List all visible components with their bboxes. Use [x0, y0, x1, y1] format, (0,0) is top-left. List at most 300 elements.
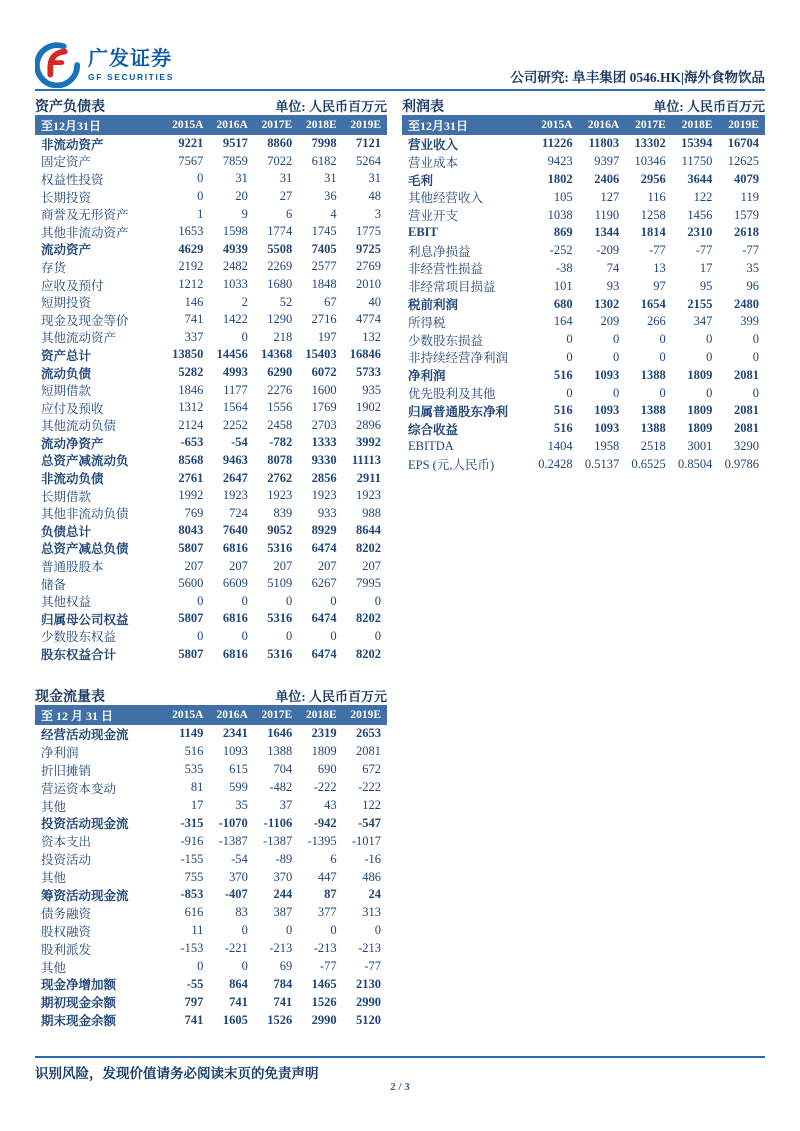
table-title: 资产负债表 [35, 100, 105, 115]
row-label: 净利润 [408, 369, 446, 384]
table-body [35, 725, 387, 1029]
cell-value: 7567 [178, 153, 204, 168]
date-label: 至 12 月 31 日 [41, 708, 114, 723]
cell-value: 1923 [311, 488, 337, 503]
cell-value: 2856 [311, 470, 337, 485]
cell-value: 244 [273, 887, 293, 902]
cell-value: 1774 [267, 224, 293, 239]
row-label: 其他经营收入 [408, 191, 484, 206]
table-row [35, 743, 387, 761]
cell-value: -54 [231, 851, 248, 866]
cell-value: 704 [273, 762, 293, 777]
cell-value: 8568 [178, 452, 204, 467]
cell-value: 370 [229, 869, 248, 884]
cell-value: -155 [180, 851, 204, 866]
cell-value: 7640 [222, 523, 248, 538]
table-row [35, 469, 387, 487]
year-column-header: 2016A [216, 119, 248, 131]
cell-value: 690 [317, 762, 337, 777]
row-label: 现金净增加额 [41, 978, 117, 993]
cell-value: 36 [324, 189, 337, 204]
cell-value: 1556 [267, 400, 293, 415]
cell-value: 5316 [267, 646, 293, 661]
cell-value: 5600 [178, 576, 204, 591]
cell-value: 2269 [267, 259, 293, 274]
cell-value: 1809 [687, 367, 713, 382]
cell-value: 266 [647, 314, 666, 329]
cell-value: 8202 [356, 540, 382, 555]
table-header-row [35, 705, 387, 725]
cell-value: 0 [241, 923, 248, 938]
table-row [402, 295, 765, 313]
row-label: 应收及预付 [41, 278, 104, 293]
cell-value: 769 [184, 505, 204, 520]
table-row [35, 993, 387, 1011]
row-label: 营业成本 [408, 155, 459, 170]
cell-value: 2124 [178, 417, 204, 432]
cell-value: 1388 [640, 421, 666, 436]
cell-value: 31 [279, 171, 293, 186]
table-header-row [402, 115, 765, 135]
cell-value: -1106 [263, 815, 293, 830]
row-label: 其他 [41, 871, 67, 886]
cell-value: 1745 [311, 224, 337, 239]
cell-value: 5109 [267, 576, 293, 591]
cell-value: -213 [269, 941, 293, 956]
cell-value: 5807 [178, 646, 204, 661]
cell-value: 755 [184, 869, 204, 884]
table-row [402, 224, 765, 242]
cell-value: 2716 [311, 312, 337, 327]
cell-value: 2276 [267, 382, 293, 397]
cell-value: 6609 [222, 576, 248, 591]
row-label: 权益性投资 [41, 172, 104, 187]
cell-value: 9052 [267, 523, 293, 538]
row-label: 利息净损益 [408, 244, 471, 259]
cell-value: 1212 [178, 277, 204, 292]
cell-value: 1653 [178, 224, 204, 239]
cell-value: 1149 [179, 726, 204, 741]
cell-value: 9725 [356, 241, 382, 256]
row-label: 储备 [41, 577, 67, 592]
row-label: 股利派发 [41, 942, 92, 957]
table-row [35, 575, 387, 593]
cell-value: 74 [606, 260, 620, 275]
cell-value: 0 [241, 628, 248, 643]
cell-value: -942 [313, 815, 337, 830]
cell-value: 6474 [311, 611, 337, 626]
cell-value: 11803 [588, 136, 620, 151]
cell-value: 0.2428 [538, 456, 573, 471]
cell-value: 2130 [356, 976, 382, 991]
cell-value: 119 [740, 189, 759, 204]
cell-value: -213 [313, 941, 337, 956]
table-title: 利润表 [402, 100, 444, 115]
cell-value: 2647 [222, 470, 248, 485]
cell-value: 0.9786 [724, 456, 759, 471]
table-row [35, 417, 387, 435]
row-label: 长期借款 [41, 489, 92, 504]
row-label: 其他流动资产 [41, 331, 117, 346]
cell-value: -407 [224, 887, 248, 902]
row-label: 少数股东损益 [408, 333, 484, 348]
cell-value: 0 [659, 332, 666, 347]
row-label: 其他非流动负债 [41, 507, 129, 522]
cell-value: 0 [197, 593, 204, 608]
cell-value: 1422 [222, 312, 248, 327]
cell-value: 1093 [594, 367, 620, 382]
cell-value: 0 [285, 593, 293, 608]
cell-value: 370 [273, 869, 293, 884]
cell-value: 5733 [356, 365, 382, 380]
table-row [35, 922, 387, 940]
table-row [35, 557, 387, 575]
cell-value: 1814 [640, 225, 666, 240]
cell-value: 337 [184, 329, 204, 344]
row-label: 短期投资 [41, 296, 92, 311]
cell-value: 9397 [594, 154, 620, 169]
cell-value: 4939 [222, 241, 248, 256]
cell-value: 0 [566, 332, 573, 347]
row-label: 营业开支 [408, 209, 459, 224]
cell-value: 11750 [681, 154, 713, 169]
cell-value: 3992 [356, 435, 382, 450]
year-column-header: 2017E [261, 709, 293, 721]
row-label: 债务融资 [41, 906, 92, 921]
cell-value: 105 [553, 189, 573, 204]
cell-value: -55 [186, 976, 204, 991]
cell-value: 0 [706, 385, 713, 400]
row-label: 负债总计 [41, 524, 92, 539]
table-row [35, 522, 387, 540]
cell-value: 0.6525 [631, 456, 666, 471]
cell-value: 7998 [311, 136, 337, 151]
cell-value: 680 [553, 296, 573, 311]
cell-value: 2081 [733, 403, 759, 418]
row-label: 投资活动现金流 [41, 817, 129, 832]
cell-value: 1598 [222, 224, 248, 239]
year-column-header: 2016A [216, 709, 248, 721]
cell-value: -222 [313, 780, 337, 795]
cell-value: 116 [647, 189, 666, 204]
cell-value: 218 [273, 329, 293, 344]
table-row [402, 402, 765, 420]
cell-value: 1344 [594, 225, 620, 240]
cell-value: 12625 [727, 154, 759, 169]
row-label: 股东权益合计 [41, 648, 117, 663]
table-row [35, 170, 387, 188]
row-label: 筹资活动现金流 [41, 888, 129, 903]
table-row [35, 779, 387, 797]
cell-value: 0 [659, 385, 666, 400]
cell-value: 9463 [222, 452, 248, 467]
cell-value: 1456 [687, 207, 713, 222]
table-row [402, 206, 765, 224]
row-label: 商誉及无形资产 [41, 208, 129, 223]
cell-value: 2703 [311, 417, 337, 432]
cell-value: -547 [358, 815, 382, 830]
table-row [402, 277, 765, 295]
row-label: EPS (元,人民币) [408, 458, 495, 473]
cell-value: 197 [317, 329, 337, 344]
table-row [35, 592, 387, 610]
cell-value: 67 [324, 294, 337, 309]
cell-value: 0 [197, 628, 204, 643]
cell-value: 313 [362, 905, 382, 920]
cell-value: 4993 [222, 365, 248, 380]
cell-value: 37 [279, 798, 293, 812]
cell-value: 1564 [222, 400, 248, 415]
cell-value: 15394 [681, 136, 713, 151]
row-label: 固定资产 [41, 155, 92, 170]
row-label: 少数股东权益 [41, 630, 117, 645]
cell-value: 864 [229, 976, 248, 991]
cell-value: 1388 [640, 367, 666, 382]
table-row [35, 153, 387, 171]
cell-value: 0 [285, 628, 293, 643]
table-row [402, 313, 765, 331]
header-divider [35, 89, 765, 91]
cell-value: 15403 [305, 347, 337, 362]
cell-value: 11 [191, 923, 204, 938]
cell-value: 87 [324, 887, 337, 902]
cell-value: -252 [549, 243, 573, 258]
cell-value: 1809 [311, 744, 337, 759]
year-column-header: 2017E [261, 119, 293, 131]
cell-value: 1258 [640, 207, 666, 222]
cell-value: 31 [235, 171, 248, 186]
income-statement-caption [402, 96, 765, 113]
cell-value: 40 [368, 294, 382, 309]
cell-value: 20 [235, 189, 248, 204]
cell-value: 0 [612, 332, 620, 347]
cell-value: -653 [180, 435, 204, 450]
cell-value: 7121 [356, 136, 382, 151]
cell-value: 127 [600, 189, 620, 204]
footer-divider [35, 1056, 765, 1058]
table-row [35, 610, 387, 628]
cell-value: 5282 [178, 365, 204, 380]
row-label: 流动负债 [41, 366, 92, 381]
cell-value: 31 [324, 171, 337, 186]
row-label: 总资产减总负债 [41, 542, 129, 557]
cell-value: 2911 [356, 470, 382, 485]
table-row [35, 868, 387, 886]
table-row [35, 814, 387, 832]
cell-value: 0 [197, 189, 204, 204]
cell-value: 4 [330, 206, 337, 221]
row-label: 其他流动负债 [41, 419, 117, 434]
cell-value: 1038 [547, 207, 573, 222]
cell-value: 9221 [178, 136, 204, 151]
cell-value: 2 [241, 294, 248, 309]
row-label: 应付及预收 [41, 401, 104, 416]
cell-value: 5316 [267, 611, 293, 626]
cell-value: -1395 [307, 833, 337, 848]
cell-value: 1 [197, 206, 204, 221]
cell-value: 0 [241, 959, 248, 974]
table-row [35, 399, 387, 417]
cell-value: 0 [241, 329, 248, 344]
date-label: 至12月31日 [408, 118, 469, 133]
year-column-header: 2019E [350, 709, 382, 721]
cell-value: 797 [184, 994, 204, 1009]
cell-value: 1190 [594, 207, 620, 222]
date-label: 至12月31日 [41, 118, 102, 133]
cell-value: -77 [742, 243, 759, 258]
table-row [35, 205, 387, 223]
cell-value: 27 [279, 189, 293, 204]
cell-value: 122 [362, 798, 382, 812]
cell-value: 377 [317, 905, 337, 920]
row-label: 营业收入 [408, 137, 459, 152]
cell-value: 1802 [547, 171, 573, 186]
table-row [35, 797, 387, 815]
cash-flow-table [35, 686, 387, 1029]
table-row [402, 153, 765, 171]
cell-value: -38 [555, 260, 573, 275]
table-row [35, 293, 387, 311]
cell-value: 0 [330, 593, 337, 608]
row-label: 所得税 [408, 315, 446, 330]
cell-value: 0 [752, 349, 759, 364]
cell-value: 2155 [687, 296, 713, 311]
cell-value: 933 [317, 505, 337, 520]
table-row [402, 349, 765, 367]
gf-securities-logo [35, 42, 174, 88]
cell-value: 3001 [687, 438, 713, 453]
cell-value: 0.8504 [678, 456, 713, 471]
cell-value: 7022 [267, 153, 293, 168]
page-number: 2 / 3 [390, 1081, 410, 1093]
table-row [35, 975, 387, 993]
cell-value: 839 [273, 505, 293, 520]
cell-value: 935 [362, 382, 382, 397]
cell-value: 1992 [178, 488, 204, 503]
cell-value: 207 [273, 558, 293, 573]
cell-value: 2896 [356, 417, 382, 432]
cell-value: 31 [368, 171, 382, 186]
cell-value: 8860 [267, 136, 293, 151]
table-row [402, 135, 765, 153]
cell-value: 2480 [733, 296, 759, 311]
cell-value: 2192 [178, 259, 204, 274]
cell-value: 2458 [267, 417, 293, 432]
cell-value: 6816 [222, 646, 248, 661]
cell-value: 2518 [640, 438, 666, 453]
row-label: 流动资产 [41, 243, 92, 258]
cell-value: 81 [190, 780, 204, 795]
cell-value: 6182 [311, 153, 337, 168]
gf-logo-icon [35, 42, 81, 88]
table-unit: 单位: 人民币百万元 [275, 99, 387, 114]
table-title: 现金流量表 [35, 690, 105, 705]
cell-value: 7859 [222, 153, 248, 168]
cell-value: 2310 [687, 225, 713, 240]
cell-value: 1333 [311, 435, 337, 450]
row-label: 期初现金余额 [41, 996, 117, 1011]
cell-value: -315 [180, 815, 204, 830]
cell-value: -213 [358, 941, 382, 956]
row-label: 资本支出 [41, 835, 92, 850]
cell-value: 93 [606, 278, 620, 293]
cell-value: 0.5137 [584, 456, 620, 471]
cell-value: 0 [285, 923, 293, 938]
row-label: 短期借款 [41, 384, 92, 399]
row-label: 长期投资 [41, 190, 92, 205]
cell-value: 1526 [311, 994, 337, 1009]
cell-value: 2252 [222, 417, 248, 432]
table-row [35, 540, 387, 558]
cell-value: 516 [553, 367, 573, 382]
cell-value: 0 [374, 628, 382, 643]
row-label: 非流动负债 [41, 472, 104, 487]
row-label: 综合收益 [408, 422, 459, 437]
cell-value: 0 [566, 385, 573, 400]
year-column-header: 2015A [172, 119, 204, 131]
cell-value: 1388 [267, 744, 293, 759]
cell-value: -782 [269, 435, 293, 450]
row-label: 资产总计 [41, 348, 92, 363]
table-row [35, 1011, 387, 1029]
row-label: 期末现金余额 [41, 1014, 117, 1029]
cell-value: -1070 [218, 815, 248, 830]
cell-value: 1093 [594, 421, 620, 436]
cell-value: 516 [553, 403, 573, 418]
cell-value: 5508 [267, 241, 293, 256]
cell-value: -1017 [351, 833, 382, 848]
row-label: 其他非流动资产 [41, 225, 129, 240]
year-column-header: 2018E [681, 119, 713, 131]
table-row [35, 487, 387, 505]
row-label: 其他 [41, 960, 67, 975]
cell-value: 2762 [267, 470, 293, 485]
cell-value: 2761 [178, 470, 204, 485]
cell-value: 8043 [178, 523, 204, 538]
table-row [35, 188, 387, 206]
cell-value: 122 [693, 189, 713, 204]
risk-disclaimer: 识别风险，发现价值请务必阅读末页的免责声明 [35, 1066, 319, 1081]
cell-value: 1923 [222, 488, 248, 503]
table-row [402, 455, 765, 473]
table-row [35, 241, 387, 259]
cell-value: 9423 [547, 154, 573, 169]
year-column-header: 2019E [728, 119, 759, 131]
table-row [402, 188, 765, 206]
table-row [35, 364, 387, 382]
row-label: 其他 [41, 799, 67, 814]
cell-value: 2618 [733, 225, 759, 240]
row-label: 毛利 [408, 173, 434, 188]
row-label: 非持续经营净利润 [408, 351, 509, 366]
cell-value: 0 [566, 349, 573, 364]
cell-value: 1093 [222, 744, 248, 759]
table-row [35, 452, 387, 470]
cell-value: 35 [235, 798, 248, 812]
cell-value: 11113 [351, 452, 382, 467]
table-row [402, 420, 765, 438]
cell-value: 869 [553, 225, 573, 240]
table-row [35, 434, 387, 452]
cell-value: 0 [612, 349, 620, 364]
table-row [35, 311, 387, 329]
cell-value: 2081 [733, 421, 759, 436]
table-row [35, 886, 387, 904]
cell-value: 6474 [311, 646, 337, 661]
cell-value: -89 [275, 851, 293, 866]
cell-value: 2990 [356, 994, 382, 1009]
cell-value: 0 [752, 332, 759, 347]
